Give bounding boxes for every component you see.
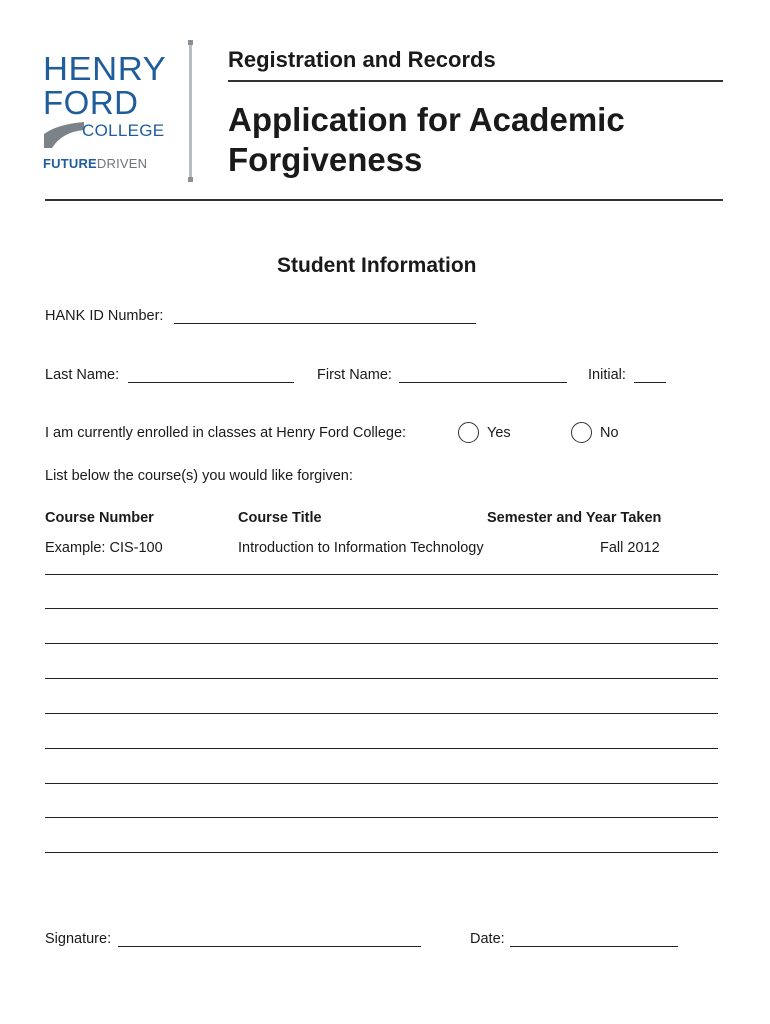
initial-label: Initial: xyxy=(588,367,626,383)
hank-id-field[interactable] xyxy=(174,307,476,324)
header-divider xyxy=(189,42,192,180)
henry-ford-college-logo xyxy=(40,50,170,175)
form-title-line2: Forgiveness xyxy=(228,141,423,178)
logo-swoosh-icon xyxy=(44,120,84,148)
example-course-title: Introduction to Information Technology xyxy=(238,540,484,556)
form-title xyxy=(228,100,708,180)
example-course-number: Example: CIS-100 xyxy=(45,540,163,556)
enrolled-question: I am currently enrolled in classes at Henry Ford College: xyxy=(45,425,407,441)
course-entry-line-3[interactable] xyxy=(45,643,718,644)
header-course-number: Course Number xyxy=(45,510,154,526)
logo-tagline-future: FUTURE xyxy=(43,156,97,171)
signature-field[interactable] xyxy=(118,930,421,947)
department-name: Registration and Records xyxy=(228,47,496,72)
list-instruction: List below the course(s) you would like forgiven: xyxy=(45,468,353,484)
hank-id-row xyxy=(45,308,163,324)
date-label: Date: xyxy=(470,931,505,947)
course-entry-line-5[interactable] xyxy=(45,713,718,714)
initial-field[interactable] xyxy=(634,366,666,383)
course-entry-line-7[interactable] xyxy=(45,783,718,784)
course-entry-line-1[interactable] xyxy=(45,574,718,575)
yes-label: Yes xyxy=(487,425,511,441)
first-name-field[interactable] xyxy=(399,366,567,383)
first-name-label: First Name: xyxy=(317,367,392,383)
course-entry-line-9[interactable] xyxy=(45,852,718,853)
logo-tagline-driven: DRIVEN xyxy=(96,156,148,171)
hank-id-label: HANK ID Number: xyxy=(45,308,164,324)
example-semester: Fall 2012 xyxy=(600,540,660,556)
course-entry-line-8[interactable] xyxy=(45,817,718,818)
title-rule xyxy=(45,199,723,201)
course-entry-line-4[interactable] xyxy=(45,678,718,679)
logo-tagline xyxy=(43,157,147,170)
header-divider-cap-bottom xyxy=(188,177,193,182)
signature-label: Signature: xyxy=(45,931,112,947)
date-field[interactable] xyxy=(510,930,678,947)
course-entry-line-2[interactable] xyxy=(45,608,718,609)
course-entry-line-6[interactable] xyxy=(45,748,718,749)
no-radio[interactable] xyxy=(571,422,592,443)
logo-ford: FORD xyxy=(43,84,139,121)
last-name-field[interactable] xyxy=(128,366,294,383)
last-name-label: Last Name: xyxy=(45,367,120,383)
logo-henry: HENRY xyxy=(43,50,167,87)
section-title-text: Student Information xyxy=(277,254,477,277)
header-rule xyxy=(228,80,723,82)
logo-college: COLLEGE xyxy=(82,121,165,140)
header-semester-year: Semester and Year Taken xyxy=(487,510,662,526)
header-course-title: Course Title xyxy=(238,510,322,526)
header-divider-cap-top xyxy=(188,40,193,45)
no-label: No xyxy=(600,425,619,441)
yes-radio[interactable] xyxy=(458,422,479,443)
form-title-line1: Application for Academic xyxy=(228,101,625,138)
